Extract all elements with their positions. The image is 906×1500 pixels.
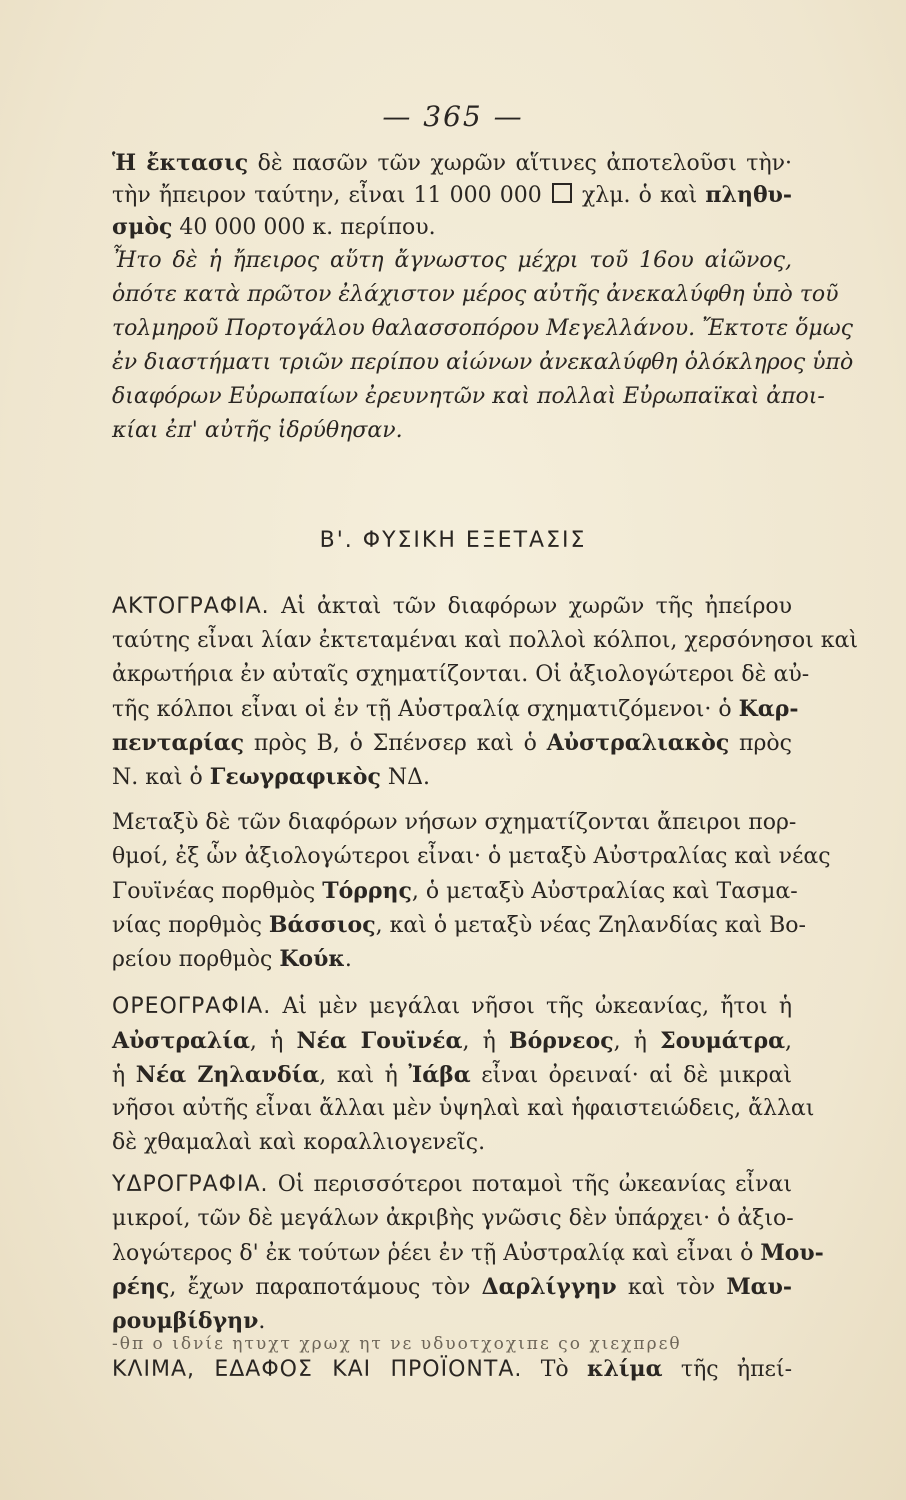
aktografia-line-3: ἀκρωτήρια ἐν αὐταῖς σχηματίζονται. Οἱ ἀξιολογώτεροι δὲ αὐ-: [112, 662, 810, 687]
aktografia-line-6: Ν. καὶ ὁ Γεωγραφικὸς ΝΔ.: [112, 764, 430, 790]
porthmoi-line-4: νίας πορθμὸς Βάσσιος, καὶ ὁ μεταξὺ νέας Ζηλανδίας καὶ Βο-: [112, 912, 806, 938]
ydrografia-line-5: ρουμβίδγην.: [112, 1308, 266, 1334]
ydrografia-line-4: ρέης, ἔχων παραποτάμους τὸν Δαρλίγγην καὶ τὸν Μαυ-: [112, 1274, 792, 1300]
history-line-3: τολμηροῦ Πορτογάλου θαλασσοπόρου Μεγελλάνου. Ἔκτοτε ὅμως: [112, 316, 853, 341]
page-number: — 365 —: [382, 100, 524, 133]
section-heading: Β'. ΦΥΣΙΚΗ ΕΞΕΤΑΣΙΣ: [319, 528, 587, 553]
oreografia-line-2: Αὐστραλία, ἡ Νέα Γουϊνέα, ἡ Βόρνεος, ἡ Σουμάτρα,: [112, 1028, 792, 1054]
ydrografia-line-1: ΥΔΡΟΓΡΑΦΙΑ. Οἱ περισσότεροι ποταμοὶ τῆς ὠκεανίας εἶναι: [112, 1172, 792, 1197]
klima-line-1: ΚΛΙΜΑ, ΕΔΑΦΟΣ ΚΑΙ ΠΡΟΪΟΝΤΑ. Τὸ κλίμα τῆς ἠπεί-: [112, 1356, 793, 1382]
porthmoi-line-1: Μεταξὺ δὲ τῶν διαφόρων νήσων σχηματίζονται ἄπειροι πορ-: [112, 810, 797, 835]
ydrografia-line-2: μικροί, τῶν δὲ μεγάλων ἀκριβὴς γνῶσις δὲν ὑπάρχει· ὁ ἀξιο-: [112, 1206, 794, 1231]
oreografia-line-5: δὲ χθαμαλαὶ καὶ κοραλλιογενεῖς.: [112, 1130, 486, 1155]
history-line-2: ὁπότε κατὰ πρῶτον ἐλάχιστον μέρος αὐτῆς ἀνεκαλύφθη ὑπὸ τοῦ: [112, 282, 839, 307]
intro-line-3: σμὸς 40 000 000 κ. περίπου.: [112, 214, 436, 240]
bleed-through-text: -θπ ο ιδνίε ητυχτ χρωχ ητ νε υδυοτχοχιπε ςο χιεχπρεθ: [112, 1334, 682, 1354]
aktografia-line-1: ΑΚΤΟΓΡΑΦΙΑ. Αἱ ἀκταὶ τῶν διαφόρων χωρῶν τῆς ἠπείρου: [112, 594, 792, 619]
ydrografia-line-3: λογώτερος δ' ἐκ τούτων ῥέει ἐν τῇ Αὐστραλίᾳ καὶ εἶναι ὁ Μου-: [112, 1240, 824, 1266]
aktografia-line-2: ταύτης εἶναι λίαν ἐκτεταμέναι καὶ πολλοὶ κόλποι, χερσόνησοι καὶ: [112, 628, 858, 653]
aktografia-line-4: τῆς κόλποι εἶναι οἱ ἐν τῇ Αὐστραλίᾳ σχηματιζόμενοι· ὁ Καρ-: [112, 696, 799, 722]
history-line-1: Ἦτο δὲ ἡ ἤπειρος αὕτη ἄγνωστος μέχρι τοῦ 16ου αἰῶνος,: [112, 248, 792, 273]
history-line-5: διαφόρων Εὐρωπαίων ἐρευνητῶν καὶ πολλαὶ Εὐρωπαϊκαὶ ἀποι-: [112, 384, 825, 409]
oreografia-line-4: νῆσοι αὐτῆς εἶναι ἄλλαι μὲν ὑψηλαὶ καὶ ἡφαιστειώδεις, ἄλλαι: [112, 1096, 815, 1121]
porthmoi-line-5: ρείου πορθμὸς Κούκ.: [112, 946, 352, 972]
oreografia-line-1: ΟΡΕΟΓΡΑΦΙΑ. Αἱ μὲν μεγάλαι νῆσοι τῆς ὠκεανίας, ἤτοι ἡ: [112, 994, 792, 1019]
square-symbol-icon: [552, 183, 572, 203]
intro-line-1: Ἡ ἔκτασις δὲ πασῶν τῶν χωρῶν αἵτινες ἀποτελοῦσι τὴν·: [112, 150, 793, 176]
oreografia-line-3: ἡ Νέα Ζηλανδία, καὶ ἡ Ἰάβα εἶναι ὀρειναί· αἱ δὲ μικραὶ: [112, 1062, 792, 1088]
intro-line-2: τὴν ἤπειρον ταύτην, εἶναι 11 000 000 χλμ. ὁ καὶ πληθυ-: [112, 182, 793, 208]
history-line-4: ἐν διαστήματι τριῶν περίπου αἰώνων ἀνεκαλύφθη ὁλόκληρος ὑπὸ: [112, 350, 854, 375]
aktografia-line-5: πενταρίας πρὸς Β, ὁ Σπένσερ καὶ ὁ Αὐστραλιακὸς πρὸς: [112, 730, 792, 756]
porthmoi-line-2: θμοί, ἐξ ὧν ἀξιολογώτεροι εἶναι· ὁ μεταξὺ Αὐστραλίας καὶ νέας: [112, 844, 831, 869]
history-line-6: κίαι ἐπ' αὐτῆς ἱδρύθησαν.: [112, 418, 403, 443]
porthmoi-line-3: Γουϊνέας πορθμὸς Τόρρης, ὁ μεταξὺ Αὐστραλίας καὶ Τασμα-: [112, 878, 798, 904]
